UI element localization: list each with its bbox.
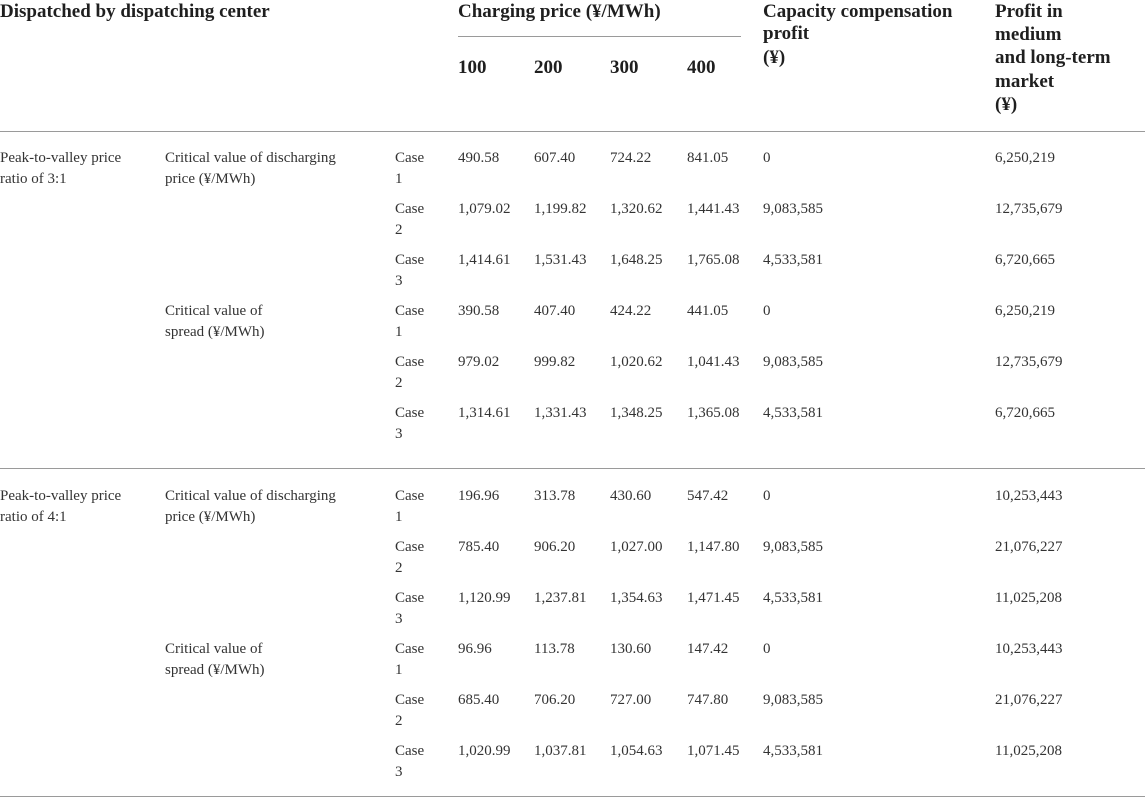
capacity-profit-cell: 9,083,585 <box>763 539 823 555</box>
header-capacity-line-3: (¥) <box>763 47 786 68</box>
case-label: Case <box>395 405 425 421</box>
case-label: Case <box>395 488 425 504</box>
price-value-cell: 1,314.61 <box>458 405 511 421</box>
ratio-label: ratio of 4:1 <box>0 509 67 525</box>
price-value-cell: 1,471.45 <box>687 590 740 606</box>
price-value-cell: 390.58 <box>458 303 500 319</box>
header-profit-line-2: medium <box>995 24 1062 45</box>
case-label: Case <box>395 641 425 657</box>
header-price-400: 400 <box>687 57 716 78</box>
capacity-profit-cell: 4,533,581 <box>763 252 823 268</box>
ratio-label: ratio of 3:1 <box>0 171 67 187</box>
subgroup-label: Critical value of discharging <box>165 488 336 504</box>
price-value-cell: 1,041.43 <box>687 354 740 370</box>
header-profit-line-4: market <box>995 71 1055 92</box>
price-value-cell: 490.58 <box>458 150 500 166</box>
header-profit-line-3: and long-term <box>995 47 1111 68</box>
price-value-cell: 685.40 <box>458 692 500 708</box>
price-value-cell: 147.42 <box>687 641 729 657</box>
market-profit-cell: 21,076,227 <box>995 539 1063 555</box>
price-value-cell: 407.40 <box>534 303 576 319</box>
case-label: 2 <box>395 222 403 238</box>
price-value-cell: 1,354.63 <box>610 590 663 606</box>
price-value-cell: 1,365.08 <box>687 405 740 421</box>
market-profit-cell: 6,250,219 <box>995 150 1055 166</box>
market-profit-cell: 11,025,208 <box>995 743 1062 759</box>
market-profit-cell: 11,025,208 <box>995 590 1062 606</box>
market-profit-cell: 12,735,679 <box>995 354 1063 370</box>
case-label: Case <box>395 150 425 166</box>
case-label: Case <box>395 539 425 555</box>
price-value-cell: 1,414.61 <box>458 252 511 268</box>
capacity-profit-cell: 9,083,585 <box>763 692 823 708</box>
price-value-cell: 1,320.62 <box>610 201 663 217</box>
case-label: Case <box>395 201 425 217</box>
price-value-cell: 113.78 <box>534 641 575 657</box>
header-capacity-line-1: Capacity compensation <box>763 1 953 22</box>
subgroup-label: price (¥/MWh) <box>165 171 256 187</box>
price-value-cell: 706.20 <box>534 692 576 708</box>
price-value-cell: 1,648.25 <box>610 252 663 268</box>
price-value-cell: 724.22 <box>610 150 652 166</box>
case-label: Case <box>395 303 425 319</box>
header-price-200: 200 <box>534 57 563 78</box>
price-value-cell: 747.80 <box>687 692 729 708</box>
ratio-label: Peak-to-valley price <box>0 150 122 166</box>
charging-price-underline <box>458 36 741 37</box>
price-value-cell: 196.96 <box>458 488 500 504</box>
capacity-profit-cell: 9,083,585 <box>763 201 823 217</box>
case-label: 2 <box>395 375 403 391</box>
price-value-cell: 1,020.99 <box>458 743 511 759</box>
capacity-profit-cell: 9,083,585 <box>763 354 823 370</box>
capacity-profit-cell: 0 <box>763 641 771 657</box>
price-value-cell: 979.02 <box>458 354 500 370</box>
price-value-cell: 96.96 <box>458 641 492 657</box>
case-label: 3 <box>395 426 403 442</box>
header-charging-price: Charging price (¥/MWh) <box>458 1 661 22</box>
header-dispatched: Dispatched by dispatching center <box>0 1 270 22</box>
price-value-cell: 1,765.08 <box>687 252 740 268</box>
header-capacity-line-2: profit <box>763 23 810 44</box>
price-value-cell: 1,441.43 <box>687 201 740 217</box>
header-bottom-rule <box>0 131 1145 132</box>
market-profit-cell: 10,253,443 <box>995 641 1063 657</box>
price-value-cell: 1,147.80 <box>687 539 740 555</box>
price-value-cell: 1,027.00 <box>610 539 663 555</box>
subgroup-label: spread (¥/MWh) <box>165 324 265 340</box>
price-value-cell: 785.40 <box>458 539 500 555</box>
price-value-cell: 841.05 <box>687 150 729 166</box>
market-profit-cell: 6,250,219 <box>995 303 1055 319</box>
price-value-cell: 424.22 <box>610 303 652 319</box>
case-label: 2 <box>395 560 403 576</box>
capacity-profit-cell: 4,533,581 <box>763 590 823 606</box>
price-value-cell: 999.82 <box>534 354 576 370</box>
price-value-cell: 1,237.81 <box>534 590 587 606</box>
price-value-cell: 906.20 <box>534 539 576 555</box>
case-label: Case <box>395 354 425 370</box>
header-price-300: 300 <box>610 57 639 78</box>
table-bottom-rule <box>0 796 1145 797</box>
price-value-cell: 130.60 <box>610 641 652 657</box>
case-label: 1 <box>395 324 403 340</box>
subgroup-label: Critical value of <box>165 641 263 657</box>
header-profit-line-5: (¥) <box>995 94 1018 115</box>
price-value-cell: 1,054.63 <box>610 743 663 759</box>
group-separator-rule <box>0 468 1145 469</box>
subgroup-label: Critical value of <box>165 303 263 319</box>
case-label: 2 <box>395 713 403 729</box>
header-price-100: 100 <box>458 57 487 78</box>
capacity-profit-cell: 0 <box>763 303 771 319</box>
price-value-cell: 1,331.43 <box>534 405 587 421</box>
market-profit-cell: 6,720,665 <box>995 252 1055 268</box>
case-label: Case <box>395 743 425 759</box>
market-profit-cell: 6,720,665 <box>995 405 1055 421</box>
case-label: 3 <box>395 273 403 289</box>
capacity-profit-cell: 0 <box>763 150 771 166</box>
case-label: 3 <box>395 611 403 627</box>
case-label: 1 <box>395 662 403 678</box>
price-value-cell: 727.00 <box>610 692 652 708</box>
capacity-profit-cell: 0 <box>763 488 771 504</box>
price-value-cell: 430.60 <box>610 488 652 504</box>
case-label: 3 <box>395 764 403 780</box>
price-value-cell: 313.78 <box>534 488 576 504</box>
price-value-cell: 607.40 <box>534 150 576 166</box>
price-value-cell: 1,037.81 <box>534 743 587 759</box>
price-value-cell: 1,071.45 <box>687 743 740 759</box>
case-label: Case <box>395 590 425 606</box>
market-profit-cell: 21,076,227 <box>995 692 1063 708</box>
price-value-cell: 1,120.99 <box>458 590 511 606</box>
subgroup-label: Critical value of discharging <box>165 150 336 166</box>
subgroup-label: spread (¥/MWh) <box>165 662 265 678</box>
case-label: 1 <box>395 509 403 525</box>
capacity-profit-cell: 4,533,581 <box>763 405 823 421</box>
case-label: Case <box>395 252 425 268</box>
ratio-label: Peak-to-valley price <box>0 488 122 504</box>
market-profit-cell: 10,253,443 <box>995 488 1063 504</box>
price-value-cell: 547.42 <box>687 488 729 504</box>
header-profit-line-1: Profit in <box>995 1 1063 22</box>
price-value-cell: 441.05 <box>687 303 729 319</box>
price-value-cell: 1,079.02 <box>458 201 511 217</box>
market-profit-cell: 12,735,679 <box>995 201 1063 217</box>
price-value-cell: 1,348.25 <box>610 405 663 421</box>
price-value-cell: 1,531.43 <box>534 252 587 268</box>
case-label: 1 <box>395 171 403 187</box>
price-value-cell: 1,020.62 <box>610 354 663 370</box>
price-value-cell: 1,199.82 <box>534 201 587 217</box>
case-label: Case <box>395 692 425 708</box>
subgroup-label: price (¥/MWh) <box>165 509 256 525</box>
capacity-profit-cell: 4,533,581 <box>763 743 823 759</box>
